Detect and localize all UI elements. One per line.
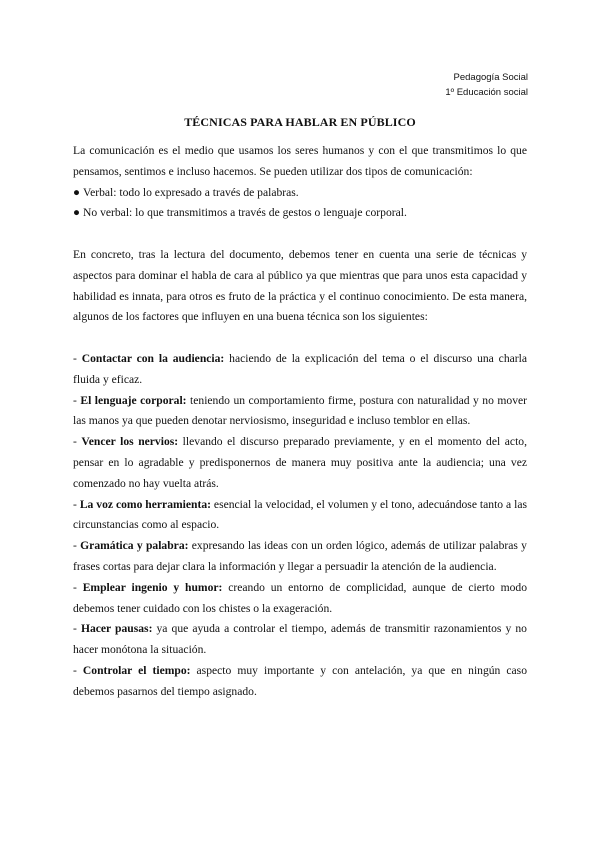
page-header (445, 71, 528, 100)
bullet-text: Verbal: todo lo expresado a través de palabras. (83, 185, 299, 199)
factor-dash: - (73, 497, 80, 511)
factor-term: Emplear ingenio y humor: (82, 580, 223, 594)
factor-term: Hacer pausas: (80, 622, 153, 636)
factor-text: aspecto muy importante y con antelación, ya que en ningún caso debemos pasarnos del tiempo asignado. (73, 663, 527, 698)
factor-item (73, 495, 527, 537)
factor-dash: - (73, 539, 81, 553)
factor-item (73, 349, 527, 391)
factor-item (73, 432, 527, 494)
factor-item (73, 536, 527, 578)
factor-item (73, 391, 527, 433)
header-subject: Pedagogía Social (453, 72, 528, 83)
bullet-item (73, 203, 527, 224)
factor-text: teniendo un comportamiento firme, postura con naturalidad y no mover las manos ya que pueden denotar nerviosismo, inseguridad e incluso temblor en ellas. (73, 393, 527, 428)
factor-dash: - (73, 393, 81, 407)
spacer (73, 224, 527, 245)
factor-term: Contactar con la audiencia: (81, 351, 225, 365)
factor-term: Gramática y palabra: (80, 539, 189, 553)
bullet-item (73, 183, 527, 204)
factor-text: expresando las ideas con un orden lógico, además de utilizar palabras y frases cortas para dejar clara la información y llegar a persuadir la atención de la audiencia. (73, 539, 527, 573)
spacer (73, 328, 527, 349)
factor-text: creando un entorno de complicidad, aunque de cierto modo debemos tener cuidado con los chistes o la exageración. (73, 580, 527, 615)
factor-dash: - (73, 622, 81, 636)
bullet-text: No verbal: lo que transmitimos a través de gestos o lenguaje corporal. (83, 206, 407, 220)
factor-text: llevando el discurso preparado previamente, y en el momento del acto, pensar en lo agradable y predisponernos de manera muy positiva ante la audiencia; una vez comenzado no hay vuelta atrás. (73, 435, 527, 490)
factor-item (73, 661, 527, 703)
bullet-icon: ● (73, 206, 81, 220)
factor-term: Vencer los nervios: (81, 435, 179, 449)
factor-item (73, 619, 527, 661)
factor-term: El lenguaje corporal: (80, 393, 187, 407)
header-course: 1º Educación social (445, 86, 528, 98)
factor-text: ya que ayuda a controlar el tiempo, además de transmitir razonamientos y no hacer monótona la situación. (73, 622, 527, 657)
intro-paragraph: La comunicación es el medio que usamos los seres humanos y con el que transmitimos lo que pensamos, sentimos e incluso hacemos. Se pueden utilizar dos tipos de comunicación: (73, 144, 527, 178)
document-body (73, 141, 527, 703)
factor-term: La voz como herramienta: (79, 497, 211, 511)
factor-dash: - (73, 351, 82, 365)
factor-term: Controlar el tiempo: (82, 663, 191, 677)
context-paragraph: En concreto, tras la lectura del documento, debemos tener en cuenta una serie de técnicas y aspectos para dominar el habla de cara al público ya que mientras que para unos esta capacidad y habilidad es innata, para otros es fruto de la práctica y el continuo conocimiento. De esta manera, algunos de los factores que influyen en una buena técnica son los siguientes: (73, 247, 527, 324)
factor-text: esencial la velocidad, el volumen y el tono, adecuándose tanto a las circunstancias como al espacio. (73, 497, 527, 532)
document-title: TÉCNICAS PARA HABLAR EN PÚBLICO (184, 115, 416, 129)
factor-dash: - (73, 663, 83, 677)
factor-dash: - (73, 435, 82, 449)
factor-item (73, 578, 527, 620)
bullet-icon: ● (73, 185, 81, 199)
factor-text: haciendo de la explicación del tema o el discurso una charla fluida y eficaz. (73, 351, 527, 386)
factor-dash: - (73, 580, 83, 594)
